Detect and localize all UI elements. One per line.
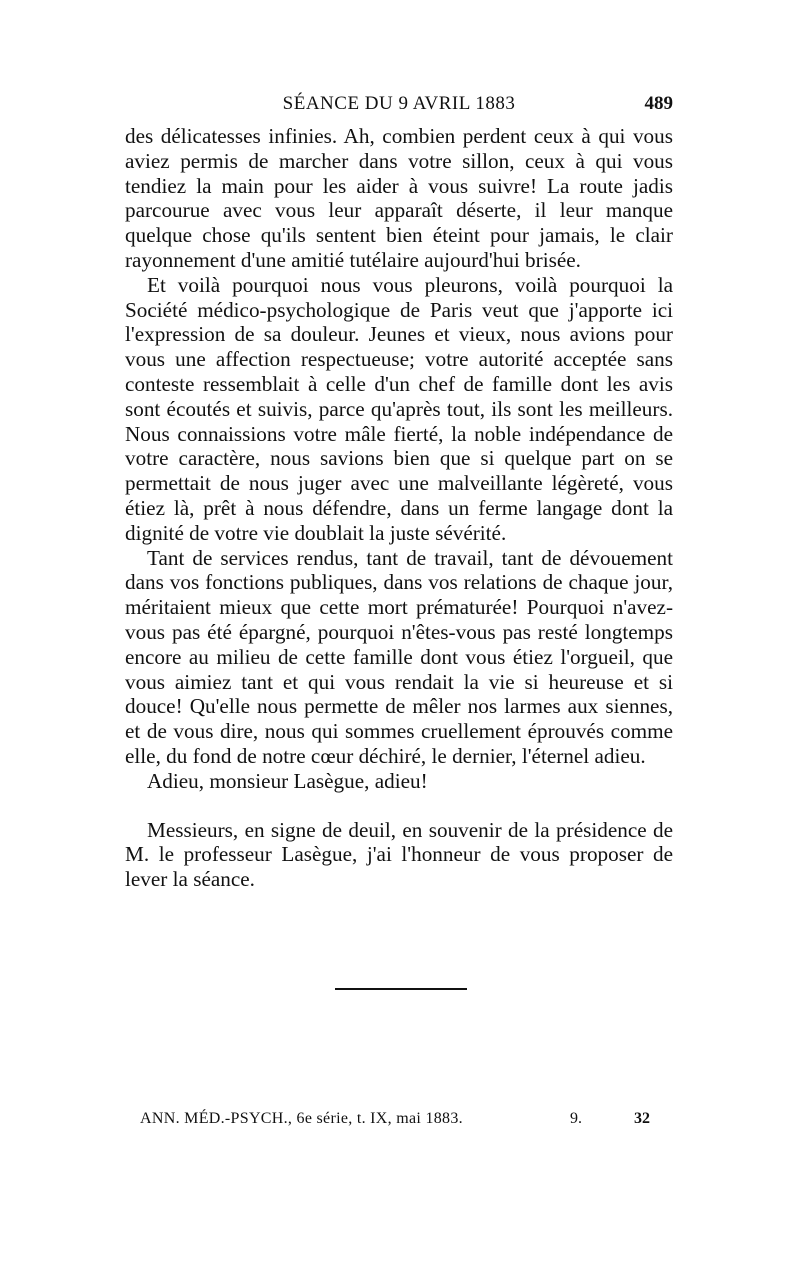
paragraph-closing-motion: Messieurs, en signe de deuil, en souvenir de la présidence de M. le professeur Lasègue, j'ai l'honneur de vous proposer de lever la séance. (125, 817, 673, 892)
running-head (125, 93, 673, 119)
section-divider (335, 988, 467, 990)
paragraph-continuation: des délicatesses infinies. Ah, combien perdent ceux à qui vous aviez permis de marcher dans votre sillon, ceux à qui vous tendiez la main pour les aider à vous suivre! La route jadis parcourue avec vous leur apparaît déserte, il leur manque quelque chose qu'ils sentent bien éteint pour jamais, le clair rayonnement d'une amitié tutélaire aujourd'hui brisée. (125, 124, 673, 272)
page-footer (140, 1110, 650, 1132)
book-page (125, 0, 673, 1270)
footer-sheet-number: 32 (634, 1110, 650, 1127)
paragraph-farewell: Adieu, monsieur Lasègue, adieu! (147, 768, 428, 793)
running-title: SÉANCE DU 9 AVRIL 1883 (282, 93, 516, 114)
page-number: 489 (644, 93, 673, 114)
footer-signature-mark: 9. (570, 1110, 582, 1127)
footer-journal-reference: ANN. MÉD.-PSYCH., 6e série, t. IX, mai 1883. (140, 1110, 463, 1127)
body-text (125, 124, 673, 892)
paragraph: Et voilà pourquoi nous vous pleurons, voilà pourquoi la Société médico-psychologique de Paris veut que j'apporte ici l'expression de sa douleur. Jeunes et vieux, nous avions pour vous une affection respectueuse; votre autorité acceptée sans conteste ressemblait à celle d'un chef de famille dont les avis sont écoutés et suivis, parce qu'après tout, ils sont les meilleurs. Nous connaissions votre mâle fierté, la noble indépendance de votre caractère, nous savions bien que si quelque part on se permettait de nous juger avec une malveillante légèreté, vous étiez là, prêt à nous défendre, dans un ferme langage dont la dignité de votre vie doublait la juste sévérité. (125, 272, 673, 545)
paragraph: Tant de services rendus, tant de travail, tant de dévouement dans vos fonctions publiques, dans vos relations de chaque jour, méritaient mieux que cette mort prématurée! Pourquoi n'avez-vous pas été épargné, pourquoi n'êtes-vous pas resté longtemps encore au milieu de cette famille dont vous étiez l'orgueil, que vous aimiez tant et qui vous rendait la vie si heureuse et si douce! Qu'elle nous permette de mêler nos larmes aux siennes, et de vous dire, nous qui sommes cruellement éprouvés comme elle, du fond de notre cœur déchiré, le dernier, l'éternel adieu. (125, 545, 673, 768)
